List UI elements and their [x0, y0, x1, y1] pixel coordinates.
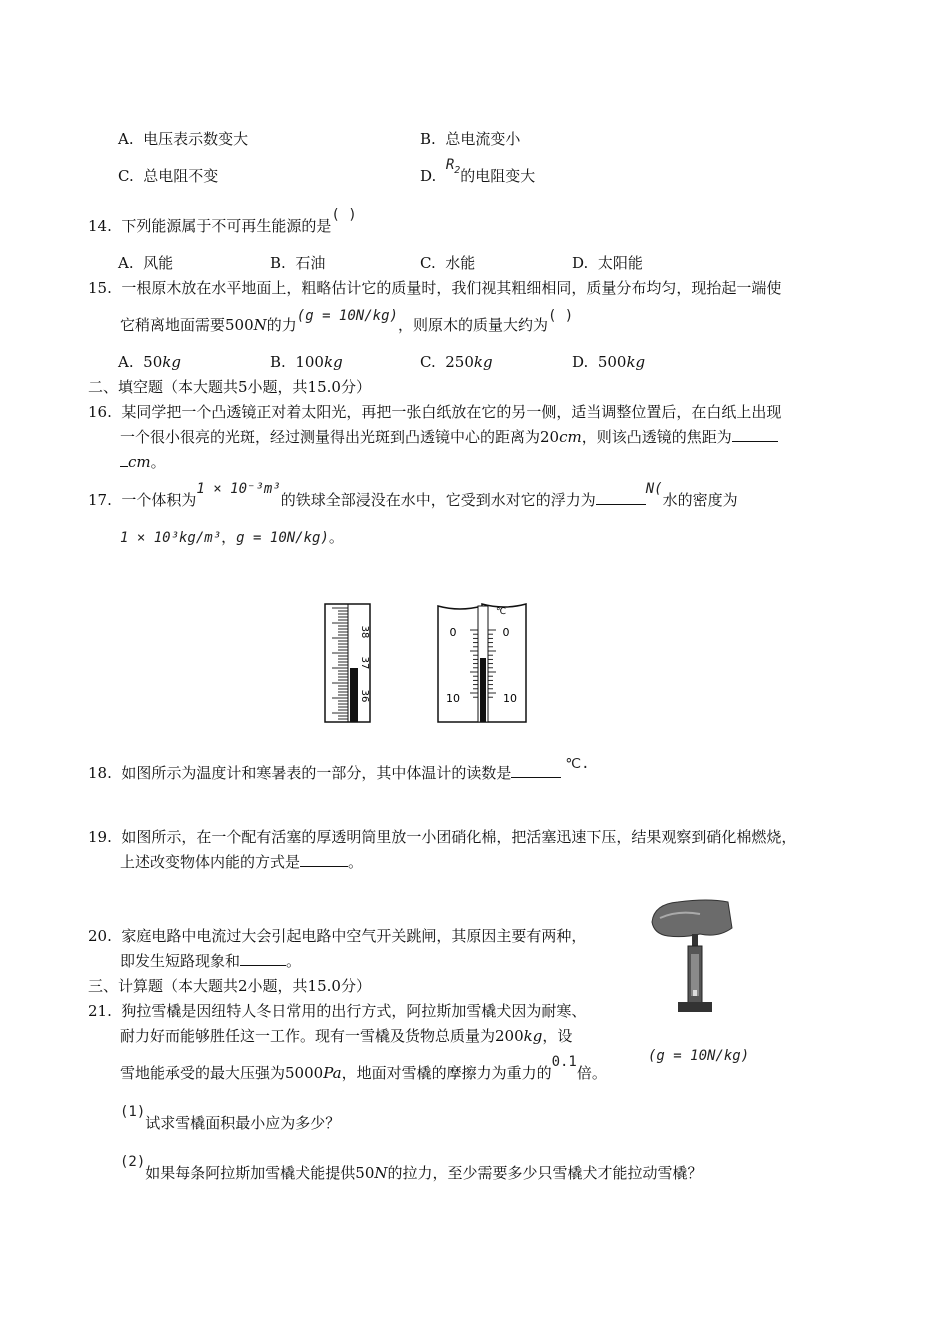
q20-stem-line1: 20. 家庭电路中电流过大会引起电路中空气开关跳闸，其原因主要有两种， — [88, 927, 587, 945]
q15-option-c: C. 250kg — [420, 353, 493, 371]
q17-answer-blank[interactable] — [596, 490, 646, 505]
clinical-tick-38: 38 — [359, 625, 370, 639]
clinical-tick-37: 37 — [359, 656, 370, 670]
q20-stem-line2: 即发生短路现象和 。 — [120, 952, 302, 970]
fire-syringe-figure — [648, 898, 734, 1018]
q13-option-b: B. 总电流变小 — [420, 130, 521, 148]
wall-tick-0-right: 0 — [502, 626, 510, 639]
q15-stem-line1: 15. 一根原木放在水平地面上，粗略估计它的质量时，我们视其粗细相同，质量分布均匀，现抬起一端使 — [88, 279, 782, 297]
clinical-tick-36: 36 — [359, 689, 370, 703]
q14-option-d: D. 太阳能 — [572, 254, 643, 272]
section3-heading: 三、计算题（本大题共2小题，共15.0分） — [88, 977, 371, 995]
q14-option-a: A. 风能 — [118, 254, 174, 272]
q15-option-d: D. 500kg — [572, 353, 646, 371]
q13-option-c: C. 总电阻不变 — [118, 167, 219, 185]
hand-icon — [652, 900, 732, 937]
q21-stem-line2: 耐力好而能够胜任这一工作。现有一雪橇及货物总质量为200kg，设 — [120, 1027, 573, 1045]
q20-answer-blank[interactable] — [240, 951, 286, 966]
q16-stem-line3: cm。 — [120, 451, 166, 472]
q18-stem: 18. 如图所示为温度计和寒暑表的一部分，其中体温计的读数是 ℃. — [88, 756, 590, 782]
q14-stem: 14. 下列能源属于不可再生能源的是( ) — [88, 207, 357, 235]
q15-option-b: B. 100kg — [270, 353, 343, 371]
q18-answer-blank[interactable] — [511, 763, 561, 778]
q19-stem-line1: 19. 如图所示，在一个配有活塞的厚透明筒里放一小团硝化棉，把活塞迅速下压，结果观察到硝化棉燃烧， — [88, 828, 797, 846]
liquid-column — [480, 658, 486, 722]
wall-tick-0-left: 0 — [449, 626, 457, 639]
wall-thermometer — [438, 604, 526, 722]
q17-stem-line2: 1 × 10³kg/m³，g = 10N/kg)。 — [120, 528, 344, 546]
clinical-thermometer — [325, 604, 370, 722]
q17-stem-line1: 17. 一个体积为1 × 10⁻³m³的铁球全部浸没在水中，它受到水对它的浮力为N(水的密度为 — [88, 481, 738, 509]
wall-tick-10-left: 10 — [446, 692, 460, 705]
mercury-column — [350, 668, 358, 722]
q21-stem-line3: 雪地能承受的最大压强为5000Pa，地面对雪橇的摩擦力为重力的0.1倍。 — [120, 1054, 607, 1082]
q13-option-a: A. 电压表示数变大 — [118, 130, 249, 148]
q16-stem-line2: 一个很小很亮的光斑，经过测量得出光斑到凸透镜中心的距离为20cm，则该凸透镜的焦距为 — [120, 426, 778, 447]
section2-heading: 二、填空题（本大题共5小题，共15.0分） — [88, 378, 371, 396]
celsius-unit-label: ℃ — [496, 607, 507, 617]
q14-option-c: C. 水能 — [420, 254, 476, 272]
r2-symbol: $R_2$ — [445, 157, 461, 176]
q19-stem-line2: 上述改变物体内能的方式是 。 — [120, 853, 364, 871]
q15-option-a: A. 50kg — [118, 353, 181, 371]
q14-option-b: B. 石油 — [270, 254, 326, 272]
q21-sub1: (1)试求雪橇面积最小应为多少？ — [120, 1104, 341, 1132]
wall-tick-10-right: 10 — [503, 692, 517, 705]
q16-answer-blank[interactable] — [732, 427, 778, 442]
q16-stem-line1: 16. 某同学把一个凸透镜正对着太阳光，再把一张白纸放在它的另一侧，适当调整位置后，在白纸上出现 — [88, 403, 782, 421]
q21-sub2: (2)如果每条阿拉斯加雪橇犬能提供50N的拉力，至少需要多少只雪橇犬才能拉动雪橇？ — [120, 1154, 703, 1182]
thermometer-figure — [320, 600, 530, 726]
q21-gravity-note: (g = 10N/kg) — [648, 1048, 750, 1064]
q21-stem-line1: 21. 狗拉雪橇是因纽特人冬日常用的出行方式，阿拉斯加雪橇犬因为耐寒、 — [88, 1002, 587, 1020]
q15-stem-line2: 它稍离地面需要500N的力(g = 10N/kg)，则原木的质量大约为( ) — [120, 308, 574, 334]
q13-option-d: D. $R_2$的电阻变大 — [420, 157, 536, 185]
q19-answer-blank[interactable] — [300, 852, 348, 867]
